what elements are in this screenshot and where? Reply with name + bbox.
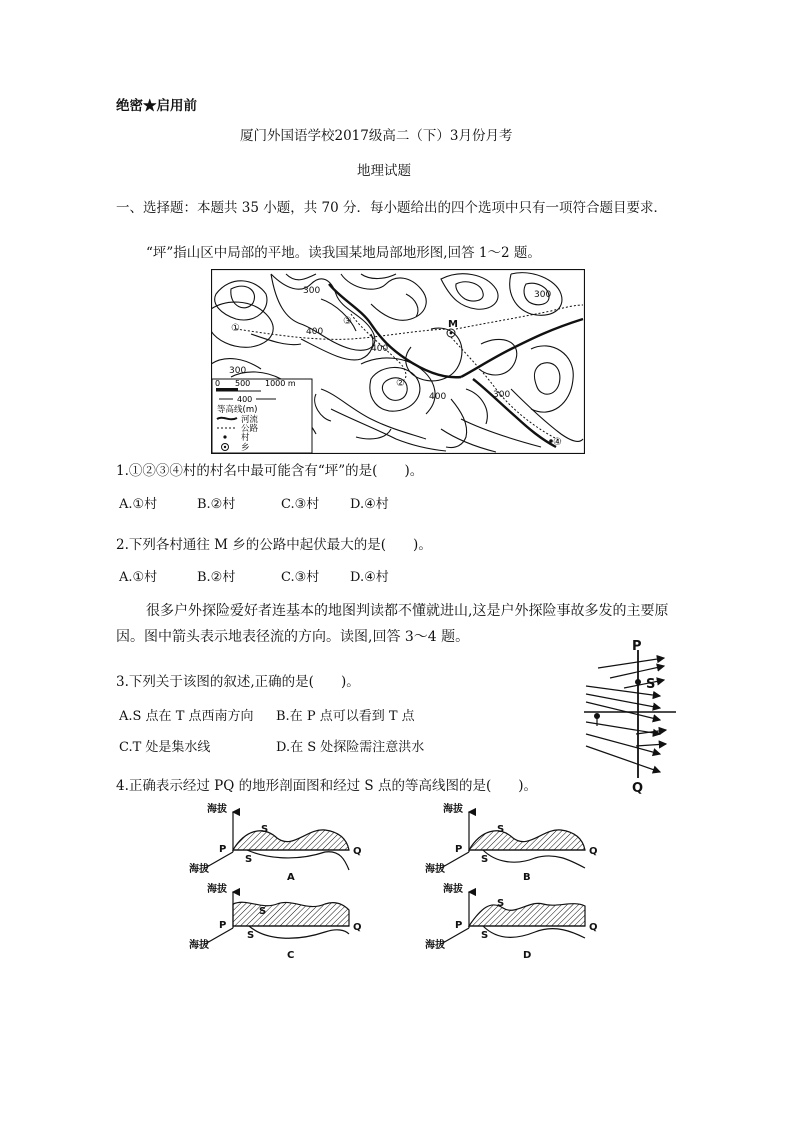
section-heading: 一、选择题：本题共 35 小题，共 70 分．每小题给出的四个选项中只有一项符合题目要求． — [116, 200, 668, 216]
altitude-label: 海拔 — [443, 884, 463, 895]
legend-contour: 等高线(m) — [217, 405, 258, 415]
q2-option-d[interactable]: D.④村 — [350, 570, 389, 585]
intro-q1-2: “坪”指山区中局部的平地。读我国某地局部地形图,回答 1～2 题。 — [146, 245, 541, 261]
contour-label: 300 — [303, 286, 321, 296]
q2-option-a[interactable]: A.①村 — [119, 570, 158, 585]
scale-500: 500 — [235, 379, 251, 388]
contour-label: 300 — [229, 366, 247, 376]
town-m: M — [448, 319, 458, 330]
village-2: ② — [396, 378, 405, 389]
q4-stem: 4.正确表示经过 PQ 的地形剖面图和经过 S 点的等高线图的是( )。 — [116, 778, 537, 794]
village-3: ③ — [343, 316, 352, 327]
q1-option-c[interactable]: C.③村 — [281, 497, 320, 512]
label-t: T — [592, 722, 593, 723]
p-label: P — [219, 920, 227, 931]
q2-option-c[interactable]: C.③村 — [281, 570, 320, 585]
q-label: Q — [589, 846, 598, 857]
profile-option-d[interactable] — [425, 882, 598, 961]
q3-option-a[interactable]: A.S 点在 T 点西南方向 — [119, 709, 254, 724]
p-label: P — [219, 844, 227, 855]
profile-options-figure — [185, 800, 615, 965]
option-letter-c: C — [287, 950, 295, 961]
contour-label: 400 — [371, 344, 389, 354]
altitude-label: 海拔 — [189, 864, 209, 875]
option-letter-b: B — [523, 872, 531, 883]
contour-label: 300 — [534, 290, 552, 300]
subject-title: 地理试题 — [357, 163, 411, 179]
q1-option-d[interactable]: D.④村 — [350, 497, 389, 512]
q1-option-b[interactable]: B.②村 — [197, 497, 236, 512]
q2-stem: 2.下列各村通往 M 乡的公路中起伏最大的是( )。 — [116, 537, 432, 553]
profile-option-b[interactable] — [425, 802, 598, 883]
profile-option-c[interactable] — [189, 882, 362, 961]
village-dot-icon — [549, 439, 553, 443]
p-label: P — [455, 844, 463, 855]
s-label: S — [497, 824, 505, 835]
exam-title: 厦门外国语学校2017级高二（下）3月份月考 — [240, 128, 513, 144]
scale-1000: 1000 m — [265, 379, 296, 388]
q3-option-b[interactable]: B.在 P 点可以看到 T 点 — [276, 709, 415, 724]
q3-stem: 3.下列关于该图的叙述,正确的是( )。 — [116, 674, 360, 690]
s-label: S — [259, 906, 267, 917]
option-letter-a: A — [287, 872, 295, 883]
village-4: ④ — [553, 437, 562, 448]
option-letter-d: D — [523, 950, 532, 961]
passage2-line1: 很多户外探险爱好者连基本的地图判读都不懂就进山,这是户外探险事故多发的主要原 — [146, 603, 669, 619]
s-label: S — [481, 854, 489, 865]
village-1: ① — [231, 323, 240, 334]
q3-option-c[interactable]: C.T 处是集水线 — [119, 740, 211, 755]
label-p: P — [632, 639, 642, 654]
q-label: Q — [353, 846, 362, 857]
altitude-label: 海拔 — [207, 804, 227, 815]
contour-label: 400 — [306, 327, 324, 337]
legend-town: 乡 — [241, 443, 250, 453]
s-label: S — [481, 930, 489, 941]
altitude-label: 海拔 — [207, 884, 227, 895]
altitude-label: 海拔 — [189, 940, 209, 951]
contour-label: 400 — [429, 392, 447, 402]
passage2-line2: 因。图中箭头表示地表径流的方向。读图,回答 3～4 题。 — [116, 629, 470, 645]
q1-option-a[interactable]: A.①村 — [119, 497, 158, 512]
q-label: Q — [353, 922, 362, 933]
altitude-label: 海拔 — [425, 864, 445, 875]
altitude-label: 海拔 — [425, 940, 445, 951]
runoff-figure — [580, 638, 680, 796]
profile-option-a[interactable] — [189, 802, 362, 883]
s-label: S — [497, 898, 505, 909]
point-s-dot — [635, 679, 641, 685]
legend-contour-value: 400 — [237, 395, 253, 404]
label-s: S — [646, 677, 656, 692]
s-label: S — [245, 854, 253, 865]
legend-village: 村 — [241, 433, 250, 443]
contour-label: 300 — [493, 390, 511, 400]
label-q: Q — [632, 781, 644, 796]
q3-option-d[interactable]: D.在 S 处探险需注意洪水 — [276, 740, 425, 755]
altitude-label: 海拔 — [443, 804, 463, 815]
q-label: Q — [589, 922, 598, 933]
q2-option-b[interactable]: B.②村 — [197, 570, 236, 585]
confidential-label: 绝密★启用前 — [116, 98, 197, 114]
scale-zero: 0 — [215, 379, 221, 388]
map-legend — [212, 379, 312, 453]
p-label: P — [455, 920, 463, 931]
s-label: S — [247, 930, 255, 941]
legend-river: 河流 — [241, 415, 259, 425]
contour-map — [211, 269, 585, 454]
q1-stem: 1.①②③④村的村名中最可能含有“坪”的是( )。 — [116, 463, 424, 479]
s-label: S — [261, 824, 269, 835]
legend-road: 公路 — [241, 424, 259, 434]
